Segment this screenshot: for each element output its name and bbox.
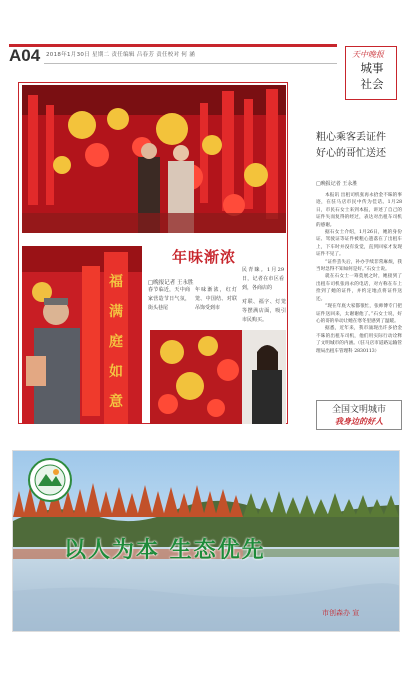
caption-column: 对联、福字、灯笼等摆满店面，吸引市民购买。 [242, 299, 286, 323]
article-byline: □晚报记者 王永胜 [316, 181, 358, 187]
article-body [316, 192, 402, 355]
article-paragraph: “证件丢失后，补办手续非常麻烦，我当时急得不知如何是好。”石女士说。 [316, 259, 402, 273]
eco-logo-icon [28, 458, 72, 502]
civility-title: 全国文明城市 [331, 405, 386, 415]
section-title-line-1: 城事 [360, 61, 384, 75]
ad-slogan: 以人为本 生态优先 [64, 537, 266, 563]
header-rule [9, 44, 337, 47]
svg-text:满: 满 [109, 304, 123, 320]
caption-column: 春节临近，天中商家营造节日气氛，街头巷尾 [148, 287, 190, 311]
article-title-line-1: 粗心乘客丢证件 [316, 132, 386, 143]
feature-headline: 年味渐浓 [172, 248, 237, 266]
dateline: 2018年1月30日 星期二 责任编辑 吕春芳 责任校对 何 涵 [46, 52, 196, 58]
section-title-line-2: 社会 [360, 77, 384, 91]
civility-subtitle: 我身边的好人 [335, 416, 383, 426]
article-paragraph: 据悉，近年来，我市涌现出许多拾金不昧的出租车司机，他们用实际行动诠释了文明城市的内涵。（驻马店市道路运输管理局出租车管理科 2830113） [316, 326, 402, 354]
header-thin-rule [44, 63, 337, 64]
article-title-line-2: 好心的哥忙送还 [316, 148, 386, 159]
ad-sponsor: 市创森办 宣 [322, 609, 360, 617]
svg-text:庭: 庭 [109, 334, 123, 350]
article-title [316, 130, 386, 162]
svg-text:如: 如 [109, 364, 123, 380]
article-paragraph: 据石女士介绍，1月26日，她的身份证、驾驶证等证件被粗心遗落在了出租车上，下车时并没有发觉，直到回家才发现证件不见了。 [316, 230, 402, 258]
photo-credit: □晚报记者 王永胜 [148, 280, 194, 286]
svg-text:意: 意 [109, 394, 123, 410]
svg-text:福: 福 [109, 274, 123, 290]
article-paragraph: “现在年底大家都很忙，张师傅专门把证件送回来，太谢谢他了。”石女士说，好心的哥的举动让她在寒冬里感到了温暖。 [316, 304, 402, 324]
caption-column: 民青睐。1月29日，记者在市区看到，各商店的 [242, 267, 284, 291]
section-title [356, 60, 388, 92]
photo-couplet-shopper [22, 246, 142, 424]
masthead-logo: 天中晚报 [352, 50, 384, 59]
photo-market-stall [22, 85, 286, 233]
article-paragraph: 就在石女士一筹莫展之时，她接到了出租车司机张再永的电话，对方称在车上捡到了她的证件，并约定地点将证件送还。 [316, 274, 402, 302]
photo-lantern-shopper [150, 330, 286, 424]
article-paragraph: 本报讯 出租司机张再永拾金不昧的事迹，在驻马店市民中传为佳话。1月28日，市民石女士来到本报，讲述了自己的证件失而复得的经过，表达对出租车司机的感谢。 [316, 193, 402, 228]
page-number: A04 [9, 46, 41, 65]
caption-column: 年味渐浓，红灯笼、中国结、对联吊饰受到市 [195, 287, 237, 311]
